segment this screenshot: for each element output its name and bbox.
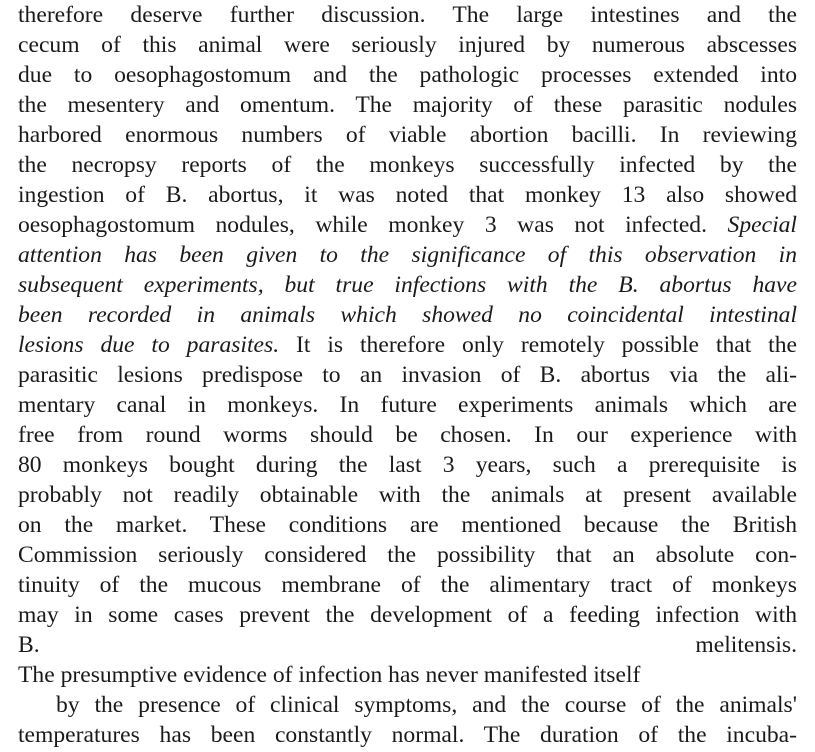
text-line: on the market. These conditions are mentioned because the British [18,512,797,538]
text-line: The presumptive evidence of infection has never manifested itself [18,662,641,688]
text-line: free from round worms should be chosen. In our experience with [18,422,797,448]
italic-run: subsequent experiments, but true infections with the B. abortus have [18,272,797,298]
text-line: the necropsy reports of the monkeys successfully infected by the [18,152,797,178]
text-line: the mesentery and omentum. The majority of these parasitic nodules [18,92,797,118]
italic-run: attention has been given to the significance of this observation in [18,242,797,268]
text-line: tinuity of the mucous membrane of the alimentary tract of monkeys [18,572,797,598]
text-line [18,240,797,270]
text-line: due to oesophagostomum and the pathologic processes extended into [18,62,797,88]
text-line: ingestion of B. abortus, it was noted that monkey 13 also showed [18,182,797,208]
text-line [18,210,797,240]
italic-run: lesions due to parasites. [18,332,280,358]
italic-run: Special [727,212,797,238]
text-line: Commission seriously considered the possibility that an absolute con- [18,542,797,568]
text-line: therefore deserve further discussion. The large intestines and the [18,2,797,28]
text-line: mentary canal in monkeys. In future experiments animals which are [18,392,797,418]
text-line: parasitic lesions predispose to an invasion of B. abortus via the ali- [18,362,797,388]
text-line [18,330,797,360]
text-line [18,300,797,330]
text-line: probably not readily obtainable with the animals at present available [18,482,797,508]
text-run: It is therefore only remotely possible that the [296,332,798,358]
text-line: harbored enormous numbers of viable abortion bacilli. In reviewing [18,122,797,148]
text-line: may in some cases prevent the development of a feeding infection with [18,602,797,628]
text-line [18,270,797,300]
text-line: 80 monkeys bought during the last 3 years, such a prerequisite is [18,452,797,478]
text-line: cecum of this animal were seriously injured by numerous abscesses [18,32,797,58]
text-line: by the presence of clinical symptoms, and the course of the animals' [56,692,797,718]
text-line: temperatures has been constantly normal. The duration of the incuba- [18,722,797,748]
text-run: oesophagostomum nodules, while monkey 3 was not infected. [18,212,707,238]
italic-run: been recorded in animals which showed no coincidental intestinal [18,302,797,328]
text-line: B. melitensis. [18,632,797,658]
